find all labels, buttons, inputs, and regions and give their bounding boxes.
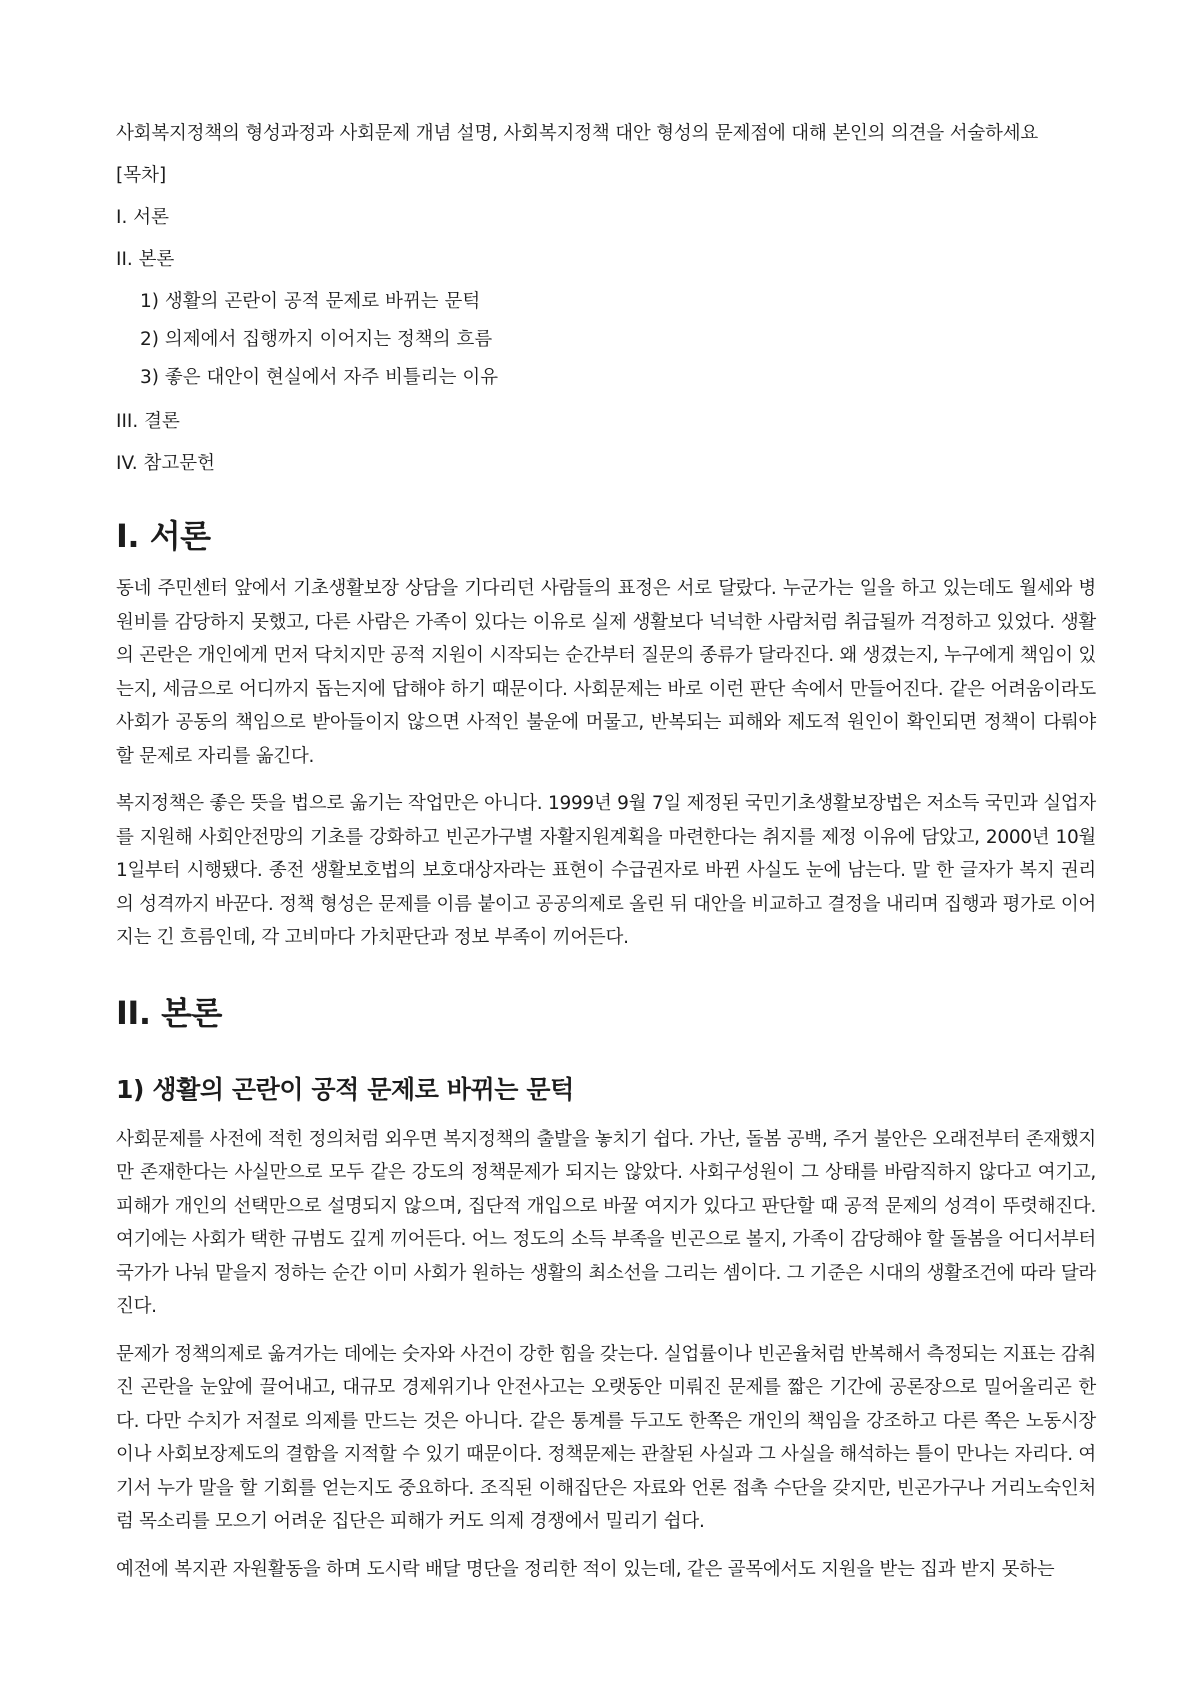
- table-of-contents: [116, 162, 1096, 478]
- intro-paragraph: 동네 주민센터 앞에서 기초생활보장 상담을 기다리던 사람들의 표정은 서로 달랐다. 누군가는 일을 하고 있는데도 월세와 병원비를 감당하지 못했고, 다른 사람은 가족이 있다는 이유로 실제 생활보다 넉넉한 사람처럼 취급될까 걱정하고 있었다. 생활의 곤란은 개인에게 먼저 닥치지만 공적 지원이 시작되는 순간부터 질문의 종류가 달라진다. 왜 생겼는지, 누구에게 책임이 있는지, 세금으로 어디까지 돕는지에 답해야 하기 때문이다. 사회문제는 바로 이런 판단 속에서 만들어진다. 같은 어려움이라도 사회가 공동의 책임으로 받아들이지 않으면 사적인 불운에 머물고, 반복되는 피해와 제도적 원인이 확인되면 정책이 다뤄야 할 문제로 자리를 옮긴다.: [116, 578, 1096, 767]
- document-page: [116, 120, 1096, 1600]
- assignment-question: 사회복지정책의 형성과정과 사회문제 개념 설명, 사회복지정책 대안 형성의 문제점에 대해 본인의 의견을 서술하세요: [116, 123, 1039, 144]
- toc-list: [116, 204, 1096, 478]
- body-section: [116, 993, 1096, 1587]
- intro-heading: I. 서론: [116, 517, 211, 555]
- toc-item-intro: I. 서론: [116, 207, 169, 228]
- body-heading: II. 본론: [116, 993, 222, 1032]
- toc-item-body: II. 본론: [116, 249, 175, 270]
- intro-section: [116, 516, 1096, 955]
- body-sub1-paragraph: 문제가 정책의제로 옮겨가는 데에는 숫자와 사건이 강한 힘을 갖는다. 실업률이나 빈곤율처럼 반복해서 측정되는 지표는 감춰진 곤란을 눈앞에 끌어내고, 대규모 경제위기나 안전사고는 오랫동안 미뤄진 문제를 짧은 기간에 공론장으로 밀어올리곤 한다. 다만 수치가 저절로 의제를 만드는 것은 아니다. 같은 통계를 두고도 한쪽은 개인의 책임을 강조하고 다른 쪽은 노동시장이나 사회보장제도의 결함을 지적할 수 있기 때문이다. 정책문제는 관찰된 사실과 그 사실을 해석하는 틀이 만나는 자리다. 여기서 누가 말을 할 기회를 얻는지도 중요하다. 조직된 이해집단은 자료와 언론 접촉 수단을 갖지만, 빈곤가구나 거리노숙인처럼 목소리를 모으기 어려운 집단은 피해가 커도 의제 경쟁에서 밀리기 쉽다.: [116, 1343, 1096, 1532]
- body-sub1-heading: 1) 생활의 곤란이 공적 문제로 바뀌는 문턱: [116, 1074, 574, 1104]
- toc-item-body-2: 2) 의제에서 집행까지 이어지는 정책의 흐름: [140, 329, 493, 350]
- toc-item-body-3: 3) 좋은 대안이 현실에서 자주 비틀리는 이유: [140, 367, 499, 388]
- body-sub1-paragraph: 예전에 복지관 자원활동을 하며 도시락 배달 명단을 정리한 적이 있는데, 같은 골목에서도 지원을 받는 집과 받지 못하는: [116, 1558, 1055, 1580]
- toc-title: [목차]: [116, 165, 167, 186]
- toc-item-body-1: 1) 생활의 곤란이 공적 문제로 바뀌는 문턱: [140, 291, 481, 312]
- body-sub1-paragraph: 사회문제를 사전에 적힌 정의처럼 외우면 복지정책의 출발을 놓치기 쉽다. 가난, 돌봄 공백, 주거 불안은 오래전부터 존재했지만 존재한다는 사실만으로 모두 같은 강도의 정책문제가 되지는 않았다. 사회구성원이 그 상태를 바람직하지 않다고 여기고, 피해가 개인의 선택만으로 설명되지 않으며, 집단적 개입으로 바꿀 여지가 있다고 판단할 때 공적 문제의 성격이 뚜렷해진다. 여기에는 사회가 택한 규범도 깊게 끼어든다. 어느 정도의 소득 부족을 빈곤으로 볼지, 가족이 감당해야 할 돌봄을 어디서부터 국가가 나눠 맡을지 정하는 순간 이미 사회가 원하는 생활의 최소선을 그리는 셈이다. 그 기준은 시대의 생활조건에 따라 달라진다.: [116, 1128, 1096, 1317]
- toc-item-conclusion: III. 결론: [116, 411, 180, 432]
- intro-paragraph: 복지정책은 좋은 뜻을 법으로 옮기는 작업만은 아니다. 1999년 9월 7일 제정된 국민기초생활보장법은 저소득 국민과 실업자를 지원해 사회안전망의 기초를 강화하고 빈곤가구별 자활지원계획을 마련한다는 취지를 제정 이유에 담았고, 2000년 10월 1일부터 시행됐다. 종전 생활보호법의 보호대상자라는 표현이 수급권자로 바뀐 사실도 눈에 남는다. 말 한 글자가 복지 권리의 성격까지 바꾼다. 정책 형성은 문제를 이름 붙이고 공공의제로 올린 뒤 대안을 비교하고 결정을 내리며 집행과 평가로 이어지는 긴 흐름인데, 각 고비마다 가치판단과 정보 부족이 끼어든다.: [116, 793, 1096, 948]
- toc-item-references: IV. 참고문헌: [116, 453, 215, 474]
